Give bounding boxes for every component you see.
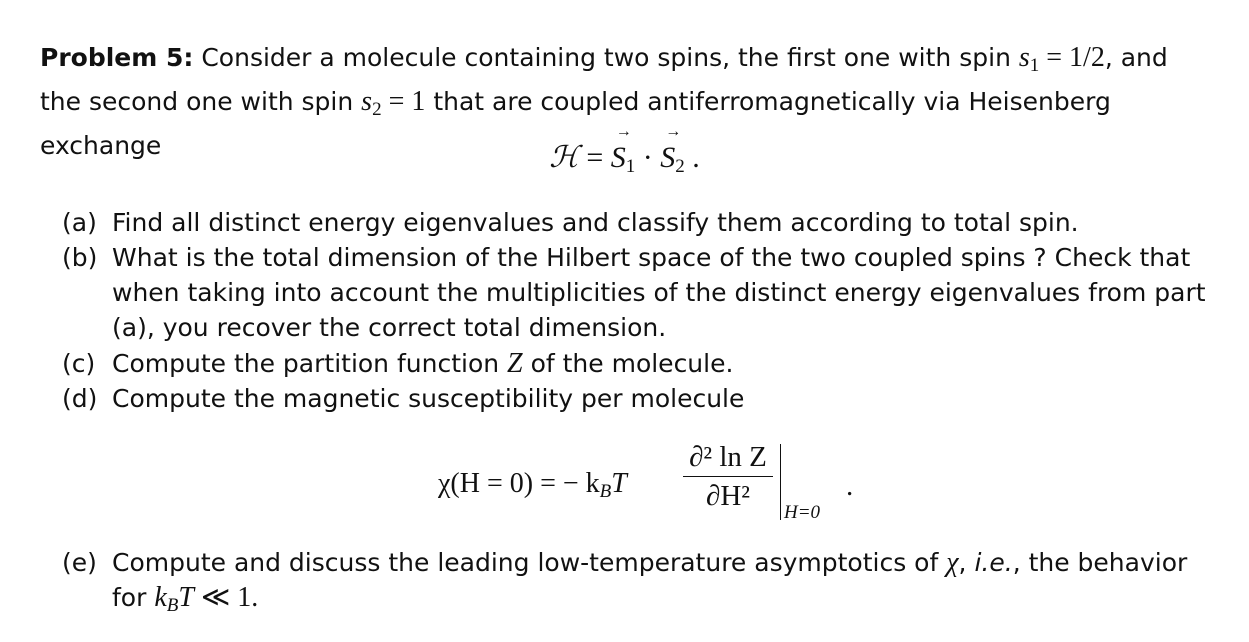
chi-symbol: χ <box>946 547 959 578</box>
equals-sign: = <box>578 141 611 174</box>
evaluation-bar <box>780 444 781 520</box>
fraction-denominator: ∂H² <box>706 480 750 512</box>
s2-symbol: s <box>361 86 373 117</box>
susceptibility-equation <box>438 440 858 523</box>
s2-value: = 1 <box>381 86 426 117</box>
boltzmann-k: k <box>154 582 167 613</box>
item-e-text-1: Compute and discuss the leading low-temperature asymptotics of <box>112 548 947 577</box>
boltzmann-subscript: B <box>599 481 612 502</box>
item-c-label: (c) <box>62 349 96 378</box>
s1-subscript: 1 <box>1029 55 1040 76</box>
item-c-text-2: of the molecule. <box>522 349 734 378</box>
item-c-text-1: Compute the partition function <box>112 349 508 378</box>
evaluation-subscript: H=0 <box>784 502 821 523</box>
spin-vector-1-sub: 1 <box>625 156 636 177</box>
intro-text-2: , and the second one with spin <box>40 43 1168 116</box>
partition-symbol: Z <box>507 348 523 379</box>
item-c-text <box>112 346 1212 381</box>
equation-period: . <box>684 141 700 174</box>
temperature-t: T <box>178 582 194 613</box>
item-b-label: (b) <box>62 243 98 272</box>
item-e-text-3: , the behavior for <box>112 548 1188 612</box>
item-b-text: What is the total dimension of the Hilbert space of the two coupled spins ? Check that when taking into account the multiplicities of the distinct energy eigenvalues from part (a), you recover the correct total dimension. <box>112 243 1206 342</box>
problem-label: Problem 5: <box>40 43 194 72</box>
spin-vector-2-sub: 2 <box>675 156 685 177</box>
s2-subscript: 2 <box>372 99 382 120</box>
susceptibility-lhs <box>438 468 627 503</box>
hamiltonian-equation <box>0 140 1249 178</box>
derivative-fraction <box>683 440 773 513</box>
item-a-label: (a) <box>62 208 97 237</box>
item-d-text: Compute the magnetic susceptibility per molecule <box>112 384 745 413</box>
fraction-bar <box>683 476 773 477</box>
equation-end-period: . <box>846 470 854 502</box>
item-e <box>62 545 1212 623</box>
hamiltonian-symbol: ℋ <box>549 140 579 175</box>
item-c <box>62 346 1212 381</box>
ie-abbrev: i.e. <box>974 548 1013 577</box>
temperature-symbol: T <box>611 468 627 499</box>
spin-vector-1: → S <box>611 141 626 175</box>
item-a <box>62 205 1212 240</box>
s1-value: = 1/2 <box>1039 42 1105 73</box>
item-e-text <box>112 545 1212 623</box>
spin-vector-2: → S <box>660 141 675 175</box>
boltzmann-b: B <box>166 595 179 616</box>
item-e-label: (e) <box>62 548 97 577</box>
dot-product: · <box>635 141 661 174</box>
fraction-numerator: ∂² ln Z <box>689 441 767 473</box>
susceptibility-lhs-text: χ(H = 0) = − k <box>438 468 600 499</box>
item-a-text: Find all distinct energy eigenvalues and classify them according to total spin. <box>112 208 1079 237</box>
item-d <box>62 381 1212 416</box>
intro-text-1: Consider a molecule containing two spins, the first one with spin <box>193 43 1019 72</box>
item-d-label: (d) <box>62 384 98 413</box>
intro-text-3: that are coupled antiferromagnetically via Heisenberg exchange <box>40 87 1111 160</box>
much-less-one: ≪ 1. <box>193 582 259 613</box>
s1-symbol: s <box>1018 42 1030 73</box>
item-b <box>62 240 1212 345</box>
item-e-text-2: , <box>958 548 975 577</box>
